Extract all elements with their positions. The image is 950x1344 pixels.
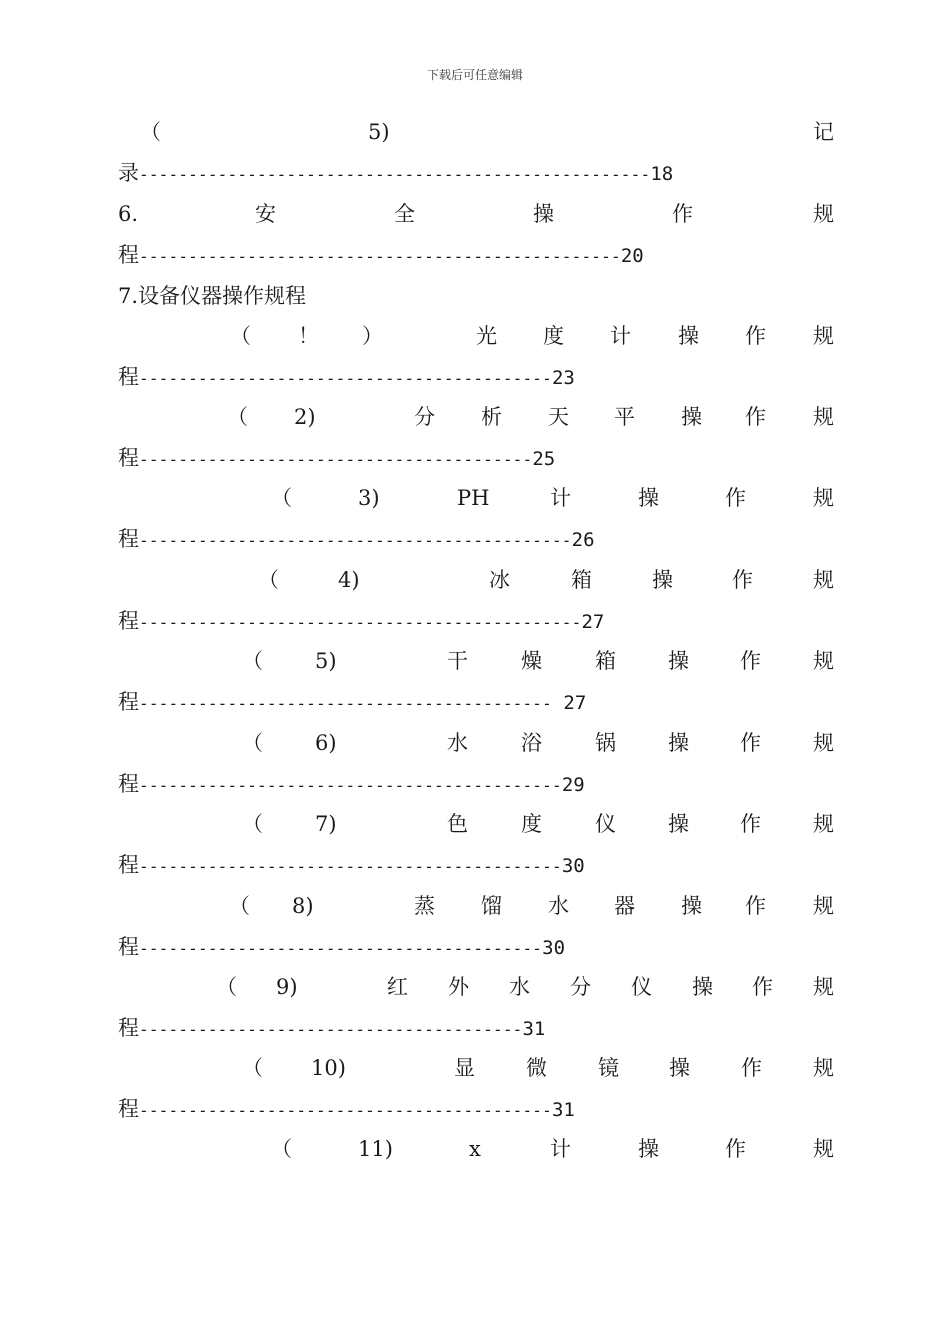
- title-token: （: [242, 649, 263, 673]
- title-token: 分: [414, 405, 435, 429]
- title-token: 作: [745, 324, 766, 348]
- title-token: 6): [315, 731, 337, 755]
- dot-leader: ---------------------------------------: [139, 1020, 523, 1039]
- title-token: 计: [550, 1137, 571, 1161]
- title-token: 水: [509, 975, 530, 999]
- toc-entry-title: [118, 892, 838, 920]
- title-token: 水: [447, 731, 468, 755]
- title-token: 规: [813, 568, 834, 592]
- title-token: 计: [550, 486, 571, 510]
- title-token: ！: [298, 324, 319, 348]
- title-token: 计: [610, 324, 631, 348]
- title-token: （: [227, 405, 248, 429]
- toc-entry-leader: [118, 851, 585, 879]
- toc-entry-leader: [118, 1095, 575, 1123]
- toc-entry-title: [118, 810, 838, 838]
- title-token: 规: [813, 486, 834, 510]
- dot-leader: -----------------------------------------: [139, 939, 543, 958]
- title-token: 微: [526, 1056, 547, 1080]
- title-token: 2): [294, 405, 316, 429]
- dot-leader: ----------------------------------------------------: [139, 165, 651, 184]
- title-token: 蒸: [414, 894, 435, 918]
- title-token: 操: [681, 894, 702, 918]
- title-token: 操: [669, 1056, 690, 1080]
- page-number: 31: [551, 1099, 575, 1121]
- toc-entry-title: [118, 200, 838, 228]
- toc-heading: 7.设备仪器操作规程: [118, 284, 307, 308]
- toc-entry-leader: [118, 770, 585, 798]
- title-token: 规: [813, 202, 834, 226]
- toc-entry-title: [118, 403, 838, 431]
- title-token: 记: [813, 120, 834, 144]
- toc-entry-leader: [118, 688, 586, 716]
- page-number: 20: [620, 245, 644, 267]
- title-token: 馏: [481, 894, 502, 918]
- title-token: 安: [255, 202, 276, 226]
- title-token: 操: [681, 405, 702, 429]
- title-token: 作: [741, 1056, 762, 1080]
- title-token: x: [469, 1137, 481, 1161]
- title-token: （: [140, 120, 161, 144]
- title-token: 8): [292, 894, 314, 918]
- page-number: 30: [542, 937, 566, 959]
- title-token: 规: [813, 405, 834, 429]
- title-token: 操: [668, 731, 689, 755]
- title-token: 操: [692, 975, 713, 999]
- toc-entry-title: [118, 647, 838, 675]
- toc-entry-title: [118, 322, 838, 350]
- toc-entry-leader: [118, 241, 644, 269]
- page-number: 31: [522, 1018, 546, 1040]
- leader-char: 程: [118, 243, 139, 267]
- title-token: 平: [614, 405, 635, 429]
- toc-entry-leader: [118, 363, 575, 391]
- toc-entry-title: [118, 566, 838, 594]
- dot-leader: -------------------------------------------: [139, 776, 562, 795]
- title-token: 操: [638, 486, 659, 510]
- toc-entry-leader: [118, 525, 595, 553]
- dot-leader: ----------------------------------------: [139, 450, 533, 469]
- toc-entry-title: [118, 484, 838, 512]
- title-token: 规: [813, 1137, 834, 1161]
- leader-char: 程: [118, 853, 139, 877]
- title-token: 操: [678, 324, 699, 348]
- toc-entry-title: [118, 729, 838, 757]
- title-token: 规: [813, 975, 834, 999]
- title-token: 11): [358, 1137, 393, 1161]
- title-token: 操: [652, 568, 673, 592]
- title-token: 分: [570, 975, 591, 999]
- title-token: 7): [315, 812, 337, 836]
- toc-entry-leader: [118, 607, 604, 635]
- leader-char: 程: [118, 609, 139, 633]
- title-token: 浴: [521, 731, 542, 755]
- toc-entry-leader: [118, 159, 673, 187]
- page-number: 30: [561, 855, 585, 877]
- dot-leader: ------------------------------------------: [139, 369, 552, 388]
- title-token: 作: [740, 731, 761, 755]
- title-token: 镜: [598, 1056, 619, 1080]
- title-token: 干: [447, 649, 468, 673]
- page-header: 下载后可任意编辑: [426, 68, 523, 82]
- title-token: 箱: [595, 649, 616, 673]
- title-token: 操: [668, 812, 689, 836]
- title-token: 作: [740, 812, 761, 836]
- title-token: 红: [387, 975, 408, 999]
- title-token: （: [230, 324, 251, 348]
- leader-char: 程: [118, 365, 139, 389]
- dot-leader: ------------------------------------------: [139, 1101, 552, 1120]
- title-token: PH: [457, 486, 490, 510]
- leader-char: 程: [118, 1097, 139, 1121]
- title-token: 规: [813, 894, 834, 918]
- title-token: 4): [338, 568, 360, 592]
- title-token: 锅: [595, 731, 616, 755]
- title-token: 10): [311, 1056, 346, 1080]
- toc-entry-leader: [118, 933, 565, 961]
- title-token: 冰: [489, 568, 510, 592]
- title-token: 5): [368, 120, 390, 144]
- title-token: 操: [668, 649, 689, 673]
- leader-char: 程: [118, 1016, 139, 1040]
- leader-char: 录: [118, 161, 139, 185]
- title-token: （: [271, 486, 292, 510]
- leader-char: 程: [118, 690, 139, 714]
- toc-entry-leader: [118, 444, 555, 472]
- title-token: 器: [614, 894, 635, 918]
- title-token: （: [258, 568, 279, 592]
- title-token: 规: [813, 324, 834, 348]
- title-token: 仪: [631, 975, 652, 999]
- title-token: 作: [745, 405, 766, 429]
- page-number: 25: [532, 448, 556, 470]
- page-number: 18: [650, 163, 674, 185]
- title-token: 全: [394, 202, 415, 226]
- title-token: 析: [481, 405, 502, 429]
- title-token: 作: [732, 568, 753, 592]
- page-number: 27: [581, 611, 605, 633]
- leader-char: 程: [118, 446, 139, 470]
- dot-leader: ------------------------------------------: [139, 694, 552, 713]
- title-token: 5): [315, 649, 337, 673]
- title-token: 操: [638, 1137, 659, 1161]
- title-token: 6.: [118, 202, 139, 226]
- title-token: ）: [362, 324, 383, 348]
- toc-entry-leader: [118, 1014, 545, 1042]
- title-token: 箱: [571, 568, 592, 592]
- title-token: 规: [813, 812, 834, 836]
- toc-entry-title: [118, 1135, 838, 1163]
- title-token: 水: [548, 894, 569, 918]
- title-token: 规: [813, 649, 834, 673]
- title-token: 操: [533, 202, 554, 226]
- toc-entry-title: [118, 973, 838, 1001]
- title-token: 9): [276, 975, 298, 999]
- leader-char: 程: [118, 772, 139, 796]
- title-token: 度: [521, 812, 542, 836]
- dot-leader: --------------------------------------------: [139, 531, 572, 550]
- title-token: 作: [725, 1137, 746, 1161]
- leader-char: 程: [118, 527, 139, 551]
- page-number: 26: [571, 529, 595, 551]
- title-token: 显: [454, 1056, 475, 1080]
- page-number: 27: [551, 692, 587, 714]
- title-token: （: [242, 812, 263, 836]
- dot-leader: ---------------------------------------------: [139, 613, 582, 632]
- title-token: 色: [447, 812, 468, 836]
- title-token: 作: [745, 894, 766, 918]
- toc-entry-title: [118, 118, 838, 146]
- title-token: （: [229, 894, 250, 918]
- title-token: （: [242, 1056, 263, 1080]
- title-token: 光: [476, 324, 497, 348]
- title-token: 仪: [595, 812, 616, 836]
- page-number: 23: [551, 367, 575, 389]
- toc-entry-title: [118, 1054, 838, 1082]
- title-token: 燥: [521, 649, 542, 673]
- dot-leader: -------------------------------------------: [139, 857, 562, 876]
- title-token: 作: [725, 486, 746, 510]
- title-token: 作: [752, 975, 773, 999]
- title-token: 天: [548, 405, 569, 429]
- leader-char: 程: [118, 935, 139, 959]
- title-token: 作: [672, 202, 693, 226]
- title-token: 作: [740, 649, 761, 673]
- title-token: 规: [813, 731, 834, 755]
- title-token: （: [216, 975, 237, 999]
- title-token: 外: [448, 975, 469, 999]
- dot-leader: -------------------------------------------------: [139, 247, 621, 266]
- title-token: （: [271, 1137, 292, 1161]
- title-token: 规: [813, 1056, 834, 1080]
- title-token: 度: [543, 324, 564, 348]
- page-number: 29: [561, 774, 585, 796]
- title-token: （: [242, 731, 263, 755]
- title-token: 3): [358, 486, 380, 510]
